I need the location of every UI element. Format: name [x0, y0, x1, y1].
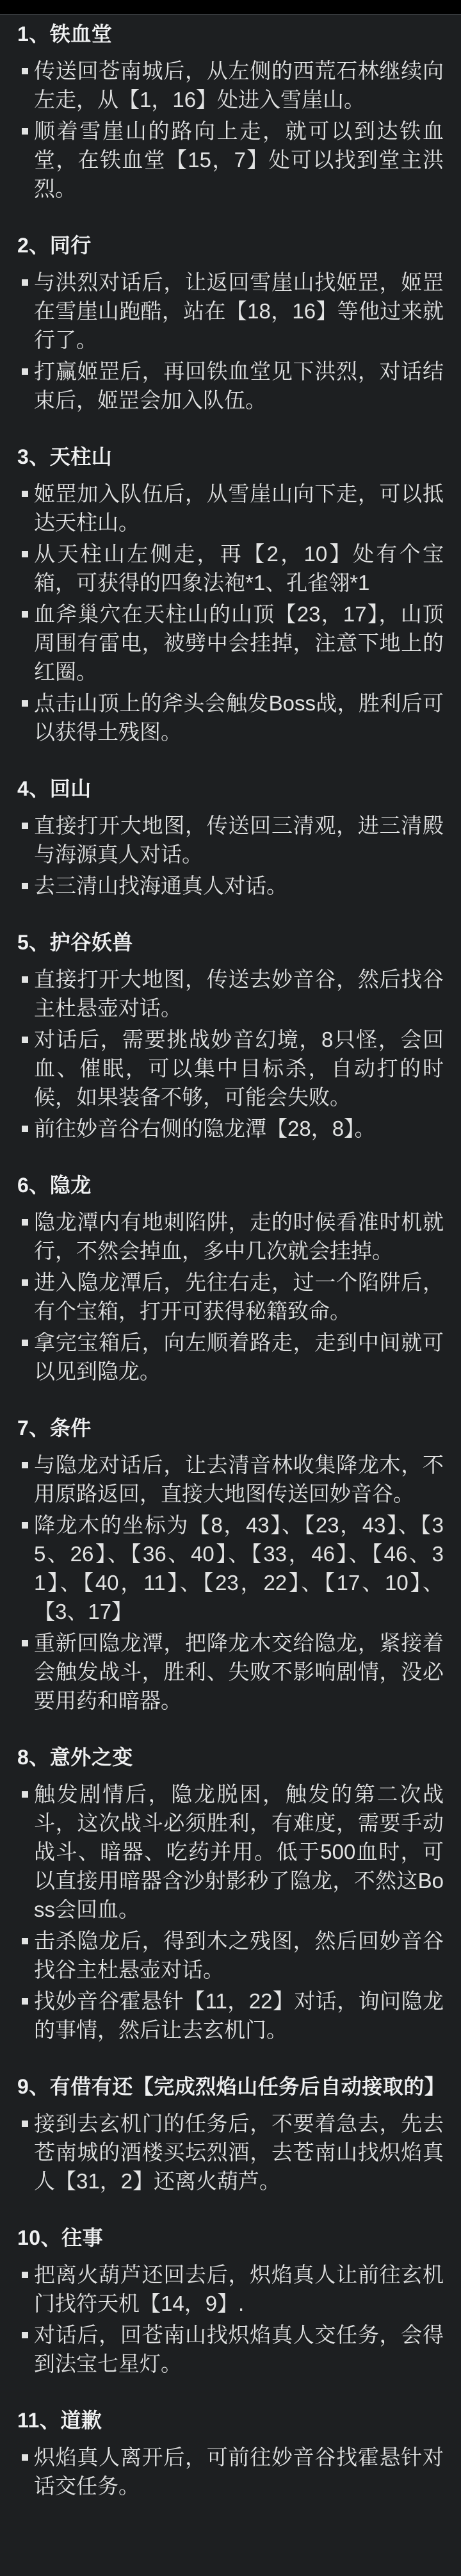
section-title: 4、回山	[17, 777, 92, 800]
section-title: 8、意外之变	[17, 1746, 133, 1769]
bullet-square-icon	[22, 491, 28, 497]
guide-content	[0, 15, 461, 2500]
list-item	[17, 689, 444, 746]
guide-section	[17, 775, 444, 900]
section-title: 5、护谷妖兽	[17, 931, 133, 954]
list-item	[17, 1025, 444, 1112]
bullet-square-icon	[22, 883, 28, 889]
bullet-square-icon	[22, 823, 28, 829]
list-item-text: 进入隐龙潭后，先往右走，过一个陷阱后，有个宝箱，打开可获得秘籍致命。	[34, 1270, 444, 1323]
list-item-text: 去三清山找海通真人对话。	[34, 874, 287, 898]
list-item-text: 直接打开大地图，传送去妙音谷，然后找谷主杜悬壶对话。	[34, 967, 444, 1020]
list-item-text: 点击山顶上的斧头会触发Boss战，胜利后可以获得土残图。	[34, 691, 444, 744]
guide-section	[17, 2072, 444, 2195]
list-item	[17, 1208, 444, 1265]
list-item	[17, 1628, 444, 1715]
bullet-square-icon	[22, 1340, 28, 1346]
list-item-text: 直接打开大地图，传送回三清观，进三清殿与海源真人对话。	[34, 814, 444, 866]
bullet-list	[17, 268, 444, 414]
list-item	[17, 965, 444, 1022]
list-item	[17, 117, 444, 203]
list-item-text: 姬罡加入队伍后，从雪崖山向下走，可以抵达天柱山。	[34, 482, 444, 534]
list-item	[17, 1450, 444, 1508]
guide-section	[17, 1171, 444, 1386]
bullet-square-icon	[22, 68, 28, 74]
bullet-square-icon	[22, 1522, 28, 1529]
section-title: 10、往事	[17, 2226, 104, 2249]
list-item	[17, 1268, 444, 1325]
list-item-text: 把离火葫芦还回去后，炽焰真人让前往玄机门找符天机【14，9】.	[34, 2263, 444, 2315]
bullet-square-icon	[22, 2272, 28, 2278]
list-item-text: 顺着雪崖山的路向上走，就可以到达铁血堂，在铁血堂【15，7】处可以找到堂主洪烈。	[34, 119, 444, 201]
list-item-text: 对话后，回苍南山找炽焰真人交任务，会得到法宝七星灯。	[34, 2323, 444, 2375]
bullet-list	[17, 1780, 444, 2044]
list-item-text: 传送回苍南城后，从左侧的西荒石林继续向左走，从【1，16】处进入雪崖山。	[34, 59, 444, 111]
list-item-text: 接到去玄机门的任务后，不要着急去，先去苍南城的酒楼买坛烈酒，去苍南山找炽焰真人【31，2】还离火葫芦。	[34, 2112, 444, 2193]
section-title: 9、有借有还【完成烈焰山任务后自动接取的】	[17, 2075, 446, 2098]
bullet-list	[17, 1208, 444, 1386]
list-item	[17, 2320, 444, 2378]
list-item	[17, 268, 444, 354]
guide-section	[17, 928, 444, 1143]
bullet-square-icon	[22, 2454, 28, 2461]
list-item-text: 炽焰真人离开后，可前往妙音谷找霍悬针对话交任务。	[34, 2445, 444, 2498]
bullet-list	[17, 479, 444, 746]
bullet-square-icon	[22, 2121, 28, 2127]
list-item-text: 找妙音谷霍悬针【11，22】对话，询问隐龙的事情，然后让去玄机门。	[34, 1989, 444, 2042]
bullet-square-icon	[22, 1126, 28, 1132]
bullet-list	[17, 2443, 444, 2500]
list-item-text: 降龙木的坐标为【8，43】、【23，43】、【35、26】、【36、40】、【33，46】、【46、31】、【40，11】、【23，22】、【17、10】、【3、17】	[34, 1513, 444, 1623]
bullet-square-icon	[22, 279, 28, 286]
list-item	[17, 2260, 444, 2318]
guide-section	[17, 20, 444, 203]
bullet-list	[17, 1450, 444, 1715]
list-item-text: 与隐龙对话后，让去清音林收集降龙木，不用原路返回，直接大地图传送回妙音谷。	[34, 1453, 444, 1505]
list-item-text: 重新回隐龙潭，把降龙木交给隐龙，紧接着会触发战斗，胜利、失败不影响剧情，没必要用药和暗器。	[34, 1631, 444, 1712]
list-item-text: 隐龙潭内有地刺陷阱，走的时候看准时机就行，不然会掉血，多中几次就会挂掉。	[34, 1210, 444, 1263]
bullet-square-icon	[22, 1791, 28, 1798]
bullet-square-icon	[22, 1640, 28, 1646]
list-item	[17, 871, 444, 900]
section-title: 6、隐龙	[17, 1174, 92, 1197]
bullet-list	[17, 56, 444, 203]
bullet-square-icon	[22, 700, 28, 707]
bullet-list	[17, 2260, 444, 2378]
bullet-square-icon	[22, 1938, 28, 1944]
bullet-square-icon	[22, 1462, 28, 1468]
section-title: 11、道歉	[17, 2409, 102, 2432]
list-item-text: 打赢姬罡后，再回铁血堂见下洪烈，对话结束后，姬罡会加入队伍。	[34, 359, 444, 412]
guide-section	[17, 443, 444, 746]
bullet-square-icon	[22, 551, 28, 557]
bullet-square-icon	[22, 611, 28, 618]
bullet-square-icon	[22, 1037, 28, 1043]
list-item	[17, 1114, 444, 1143]
section-title: 1、铁血堂	[17, 22, 113, 45]
guide-section	[17, 231, 444, 414]
list-item-text: 触发剧情后，隐龙脱困，触发的第二次战斗，这次战斗必须胜利，有难度，需要手动战斗、暗器、吃药并用。低于500血时，可以直接用暗器含沙射影秒了隐龙，不然这Boss会回血。	[34, 1782, 444, 1921]
list-item-text: 拿完宝箱后，向左顺着路走，走到中间就可以见到隐龙。	[34, 1331, 444, 1383]
list-item	[17, 1511, 444, 1626]
list-item	[17, 357, 444, 414]
bullet-list	[17, 965, 444, 1143]
list-item-text: 前往妙音谷右侧的隐龙潭【28，8】。	[34, 1117, 376, 1140]
bullet-square-icon	[22, 1998, 28, 2005]
status-bar-area	[0, 0, 461, 15]
list-item-text: 对话后，需要挑战妙音幻境，8只怪，会回血、催眠，可以集中目标杀，自动打的时候，如果装备不够，可能会失败。	[34, 1028, 444, 1109]
list-item	[17, 600, 444, 686]
bullet-square-icon	[22, 128, 28, 135]
list-item-text: 击杀隐龙后，得到木之残图，然后回妙音谷找谷主杜悬壶对话。	[34, 1929, 444, 1981]
list-item-text: 与洪烈对话后，让返回雪崖山找姬罡，姬罡在雪崖山跑酷，站在【18，16】等他过来就行了。	[34, 270, 444, 352]
list-item	[17, 1926, 444, 1984]
list-item	[17, 1328, 444, 1386]
bullet-list	[17, 2109, 444, 2195]
bullet-list	[17, 811, 444, 900]
list-item	[17, 811, 444, 869]
bullet-square-icon	[22, 368, 28, 375]
list-item	[17, 1987, 444, 2044]
list-item-text: 血斧巢穴在天柱山的山顶【23，17】，山顶周围有雷电，被劈中会挂掉，注意下地上的红圈。	[34, 602, 444, 684]
section-title: 3、天柱山	[17, 445, 113, 468]
list-item	[17, 1780, 444, 1924]
guide-section	[17, 1414, 444, 1715]
guide-section	[17, 2406, 444, 2500]
bullet-square-icon	[22, 1219, 28, 1226]
list-item-text: 从天柱山左侧走，再【2，10】处有个宝箱，可获得的四象法袍*1、孔雀翎*1	[34, 542, 444, 595]
list-item	[17, 539, 444, 597]
guide-section	[17, 1743, 444, 2044]
bullet-square-icon	[22, 976, 28, 983]
bullet-square-icon	[22, 2332, 28, 2338]
list-item	[17, 479, 444, 537]
bullet-square-icon	[22, 1279, 28, 1286]
guide-section	[17, 2224, 444, 2378]
section-title: 7、条件	[17, 1416, 92, 1440]
list-item	[17, 2443, 444, 2500]
section-title: 2、同行	[17, 234, 92, 257]
list-item	[17, 2109, 444, 2195]
list-item	[17, 56, 444, 114]
